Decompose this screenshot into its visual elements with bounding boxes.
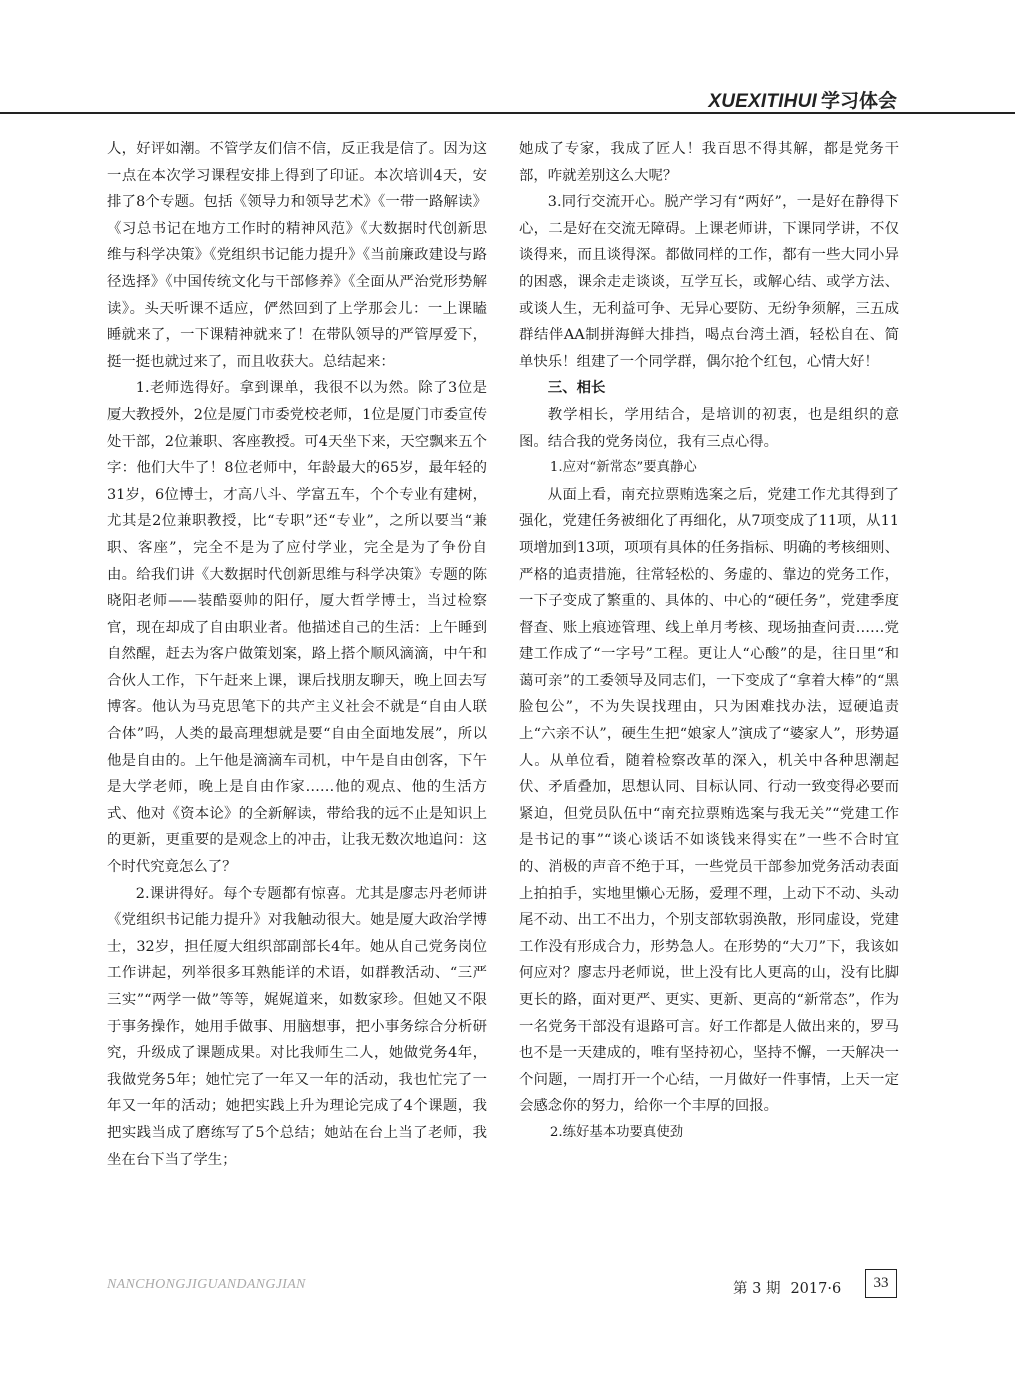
header-divider <box>0 112 1015 114</box>
right-paragraph-1: 她成了专家，我成了匠人！我百思不得其解，都是党务干部，咋就差别这么大呢？ <box>519 141 899 184</box>
subheading-1: 1.应对“新常态”要真静心 <box>549 460 697 476</box>
left-paragraph-2: 1.老师选得好。拿到课单，我很不以为然。除了3位是厦大教授外，2位是厦门市委党校老师，1位是厦门市委宣传处干部，2位兼职、客座教授。可4天坐下来，天空飘来五个字：他们大牛了！8位老师中，年龄最大的65岁，最年轻的31岁，6位博士，才高八斗、学富五车，个个专业有建树，尤其是2位兼职教授，比“专职”还“专业”，之所以要当“兼职、客座”，完全不是为了应付学业，完全是为了争份自由。给我们讲《大数据时代创新思维与科学决策》专题的陈晓阳老师——装酷耍帅的阳仔，厦大哲学博士，当过检察官，现在却成了自由职业者。他描述自己的生活：上午睡到自然醒，赶去为客户做策划案，路上搭个顺风滴滴，中午和合伙人工作，下午赶来上课，课后找朋友聊天，晚上回去写博客。他认为马克思笔下的共产主义社会不就是“自由人联合体”吗，人类的最高理想就是要“自由全面地发展”，所以他是自由的。上午他是滴滴车司机，中午是自由创客，下午是大学老师，晚上是自由作家……他的观点、他的生活方式、他对《资本论》的全新解读，带给我的远不止是知识上的更新，更重要的是观念上的冲击，让我无数次地追问：这个时代究竟怎么了？ <box>107 380 487 876</box>
issue-info <box>733 1277 841 1298</box>
right-paragraph-2: 3.同行交流开心。脱产学习有“两好”，一是好在静得下心，二是好在交流无障碍。上课老师讲，下课同学讲，不仅谈得来，而且谈得深。都做同样的工作，都有一些大同小异的困惑，课余走走谈谈，互学互长，或解心结、或学方法、或谈人生，无利益可争、无异心要防、无纷争须解，三五成群结伴AA制拼海鲜大排挡，喝点台湾土酒，轻松自在、简单快乐！组建了一个同学群，偶尔抢个红包，心情大好！ <box>519 194 899 370</box>
issue-date: 2017·6 <box>790 1281 842 1297</box>
section-header <box>708 86 897 113</box>
left-column <box>107 136 487 1173</box>
left-paragraph-1: 人，好评如潮。不管学友们信不信，反正我是信了。因为这一点在本次学习课程安排上得到了印证。本次培训4天，安排了8个专题。包括《领导力和领导艺术》《一带一路解读》《习总书记在地方工作时的精神风范》《大数据时代创新思维与科学决策》《党组织书记能力提升》《当前廉政建设与路径选择》《中国传统文化与干部修养》《全面从严治党形势解读》。头天听课不适应，俨然回到了上学那会儿：一上课瞌睡就来了，一下课精神就来了！在带队领导的严管厚爱下，挺一挺也就过来了，而且收获大。总结起来： <box>107 141 487 370</box>
right-paragraph-4: 从面上看，南充拉票贿选案之后，党建工作尤其得到了强化，党建任务被细化了再细化，从7项变成了11项，从11项增加到13项，项项有具体的任务指标、明确的考核细则、严格的追责措施，往常轻松的、务虚的、靠边的党务工作，一下子变成了繁重的、具体的、中心的“硬任务”，党建季度督查、账上痕迹管理、线上单月考核、现场抽查问责……党建工作成了“一字号”工程。更让人“心酸”的是，往日里“和蔼可亲”的工委领导及同志们，一下变成了“拿着大棒”的“黑脸包公”，不为失误找理由，只为困难找办法，逗硬追责上“六亲不认”，硬生生把“娘家人”演成了“婆家人”，形势逼人。从单位看，随着检察改革的深入，机关中各种思潮起伏、矛盾叠加，思想认同、目标认同、行动一致变得必要而紧迫，但党员队伍中“南充拉票贿选案与我无关”“党建工作是书记的事”“谈心谈话不如谈钱来得实在”一些不合时宜的、消极的声音不绝于耳，一些党员干部参加党务活动表面上拍拍手，实地里懒心无肠，爱理不理，上动下不动、头动尾不动、出工不出力，个别支部软弱涣散，形同虚设，党建工作没有形成合力，形势急人。在形势的“大刀”下，我该如何应对？廖志丹老师说，世上没有比人更高的山，没有比脚更长的路，面对更严、更实、更新、更高的“新常态”，作为一名党务干部没有退路可言。好工作都是人做出来的，罗马也不是一天建成的，唯有坚持初心，坚持不懈，一天解决一个问题，一周打开一个心结，一月做好一件事情，上天一定会感念你的努力，给你一个丰厚的回报。 <box>519 486 899 1115</box>
journal-name: NANCHONGJIGUANDANGJIAN <box>107 1277 306 1292</box>
left-paragraph-3: 2.课讲得好。每个专题都有惊喜。尤其是廖志丹老师讲《党组织书记能力提升》对我触动很大。她是厦大政治学博士，32岁，担任厦大组织部副部长4年。她从自己党务岗位工作讲起，列举很多耳熟能详的术语，如群教活动、“三严三实”“两学一做”等等，娓娓道来，如数家珍。但她又不限于事务操作，她用手做事、用脑想事，把小事务综合分析研究，升级成了课题成果。对比我师生二人，她做党务4年，我做党务5年；她忙完了一年又一年的活动，我也忙完了一年又一年的活动；她把实践上升为理论完成了4个课题，我把实践当成了磨练写了5个总结；她站在台上当了老师，我坐在台下当了学生； <box>107 885 487 1168</box>
section-header-cn: 学习体会 <box>820 91 897 112</box>
subheading-2: 2.练好基本功要真使劲 <box>549 1124 684 1140</box>
right-column <box>519 136 899 1147</box>
section-heading: 三、相长 <box>547 379 606 397</box>
issue-number: 第 3 期 <box>733 1281 781 1297</box>
section-header-en: XUEXITIHUI <box>708 91 817 112</box>
right-paragraph-3: 教学相长，学用结合，是培训的初衷，也是组织的意图。结合我的党务岗位，我有三点心得。 <box>519 406 899 450</box>
page-number: 33 <box>865 1269 897 1298</box>
